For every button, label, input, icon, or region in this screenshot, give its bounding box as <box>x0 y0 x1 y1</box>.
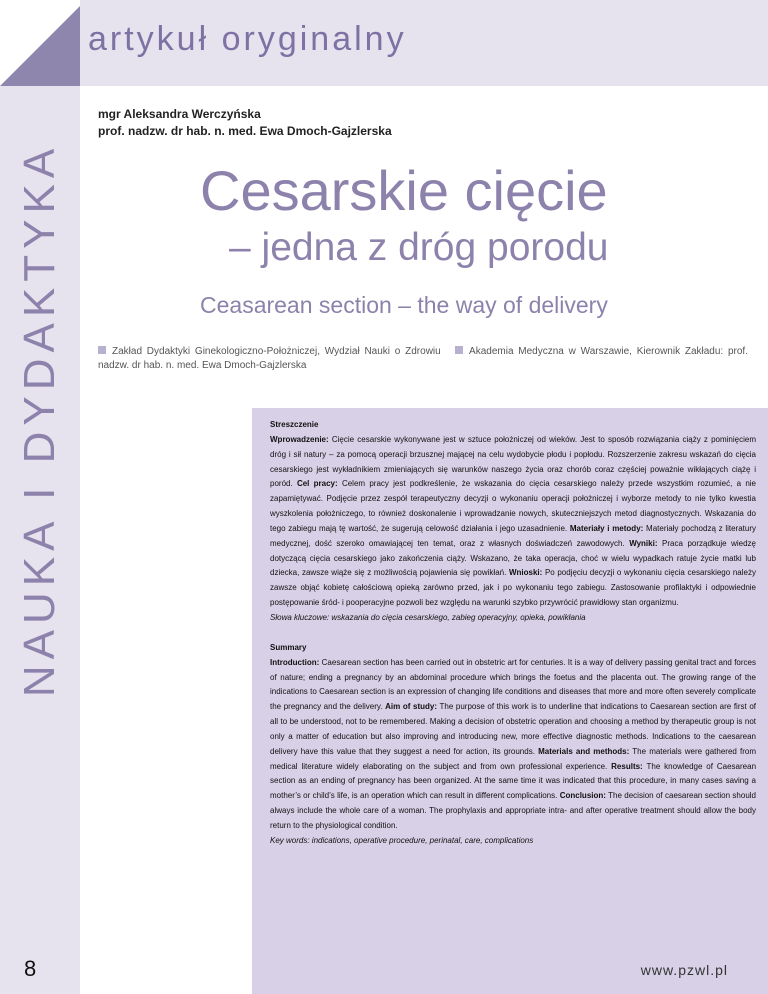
corner-triangle <box>0 0 86 86</box>
article-title: Cesarskie cięcie <box>200 159 608 222</box>
vertical-section-label: NAUKA I DYDAKTYKA <box>15 142 64 698</box>
label-results: Wyniki: <box>629 538 658 548</box>
abstract-pl-keywords: Słowa kluczowe: wskazania do cięcia cesarskiego, zabieg operacyjny, opieka, powikłania <box>270 612 586 622</box>
abstract-pl-body <box>270 433 756 611</box>
publisher-url: www.pzwl.pl <box>640 962 728 978</box>
abstract-en-heading: Summary <box>270 642 307 652</box>
bullet-square-icon <box>98 346 106 354</box>
abstract <box>270 418 756 849</box>
text-introduction: Caesarean section has been carried out in obstetric art for centuries. It is a way of delivery passing genital tract and forces of nature; ending a pregnancy by an abdominal procedure which brings the foetus and the placenta out. The growing range of the indications to Caesarean section is an expression of changing life conditions and diseases that more and more often severely complicate the pregnancy and the delivery. <box>270 657 756 712</box>
abstract-en-body <box>270 656 756 834</box>
text-conclusions: Po podjęciu decyzji o wykonaniu cięcia cesarskiego należy zawsze objąć kobietę całościową opieką zarówno przed, jak i po wykonaniu tego zabiegu. Zastosowanie profilaktyki i odpowiednie postępowanie śród- i pooperacyjne pozwoli bez względu na warunki szybko przywrócić prawidłowy stan organizmu. <box>270 568 756 608</box>
text-aim-of-study: The purpose of this work is to underline that indications to Caesarean section are first of all to be understood, not to be remembered. Making a decision of obstetric operation and choosing a method by therapeutic group is not only a matter of education but also improving and introducing new, more effective diagnostic methods. Indications to the caesarean delivery have this value that they suggest a need for action, its grounds. <box>270 702 756 756</box>
text-aim: Celem pracy jest podkreślenie, że wskazania do cięcia cesarskiego należy przede wszystkim rozumieć, a nie zapamiętywać. Podjęcie przez zespół terapeutyczny decyzji o wykonaniu operacji położniczej i wyborze metody to nie tylko kwestia wyszkolenia położniczego, to również doskonalenie i wprowadzanie nowych, skuteczniejszych metod diagnostycznych. Wskazania do tego zabiegu mają tę wartość, że sugerują celowość działania i jego uzasadnienie. <box>270 479 756 533</box>
author-1: mgr Aleksandra Werczyńska <box>98 107 261 121</box>
section-label: artykuł oryginalny <box>88 20 407 58</box>
label-introduction: Introduction: <box>270 657 320 667</box>
text-results: Praca porządkuje wiedzę dotyczącą cięcia cesarskiego jako zakończenia ciąży. Wskazano, że taka operacja, choć w wielu wypadkach ratuje życie matki lub dziecka, zawsze wiąże się z możliwością pojawienia się powikłań. <box>270 538 757 578</box>
header-band <box>80 0 768 86</box>
page-number: 8 <box>24 956 37 981</box>
affiliation <box>98 345 748 373</box>
abstract-pl-heading: Streszczenie <box>270 420 319 429</box>
article-title-en: Ceasarean section – the way of delivery <box>200 292 608 318</box>
label-intro: Wprowadzenie: <box>270 434 329 444</box>
article-subtitle: – jedna z dróg porodu <box>229 226 609 269</box>
affiliation-part-2: Akademia Medyczna w Warszawie, Kierownik Zakładu: prof. nadzw. dr hab. n. med. Ewa Dmoch-Gajzlerska <box>98 346 748 371</box>
label-results-en: Results: <box>611 761 643 771</box>
label-materials-methods: Materials and methods: <box>538 746 630 756</box>
abstract-spacer <box>270 626 756 641</box>
text-materials-methods: The materials were gathered from medical literature widely elaborating on the subject and from own professional experience. <box>270 746 756 771</box>
text-methods: Materiały pochodzą z literatury medycznej, dość szeroko omawiającej ten temat, oraz z własnych doświadczeń zawodowych. <box>270 523 756 548</box>
text-conclusion: The decision of caesarean section should always include the whole care of a woman. The prophylaxis and appropriate intra- and after operative treatment should allow the body return to the physiological condition. <box>270 791 756 830</box>
sidebar-band <box>0 0 80 994</box>
label-conclusions: Wnioski: <box>508 568 543 578</box>
label-conclusion: Conclusion: <box>559 791 606 801</box>
label-aim: Cel pracy: <box>296 479 338 489</box>
abstract-en-keywords: Key words: indications, operative procedure, perinatal, care, complications <box>270 835 534 845</box>
bullet-square-icon <box>455 346 463 354</box>
label-aim-of-study: Aim of study: <box>385 702 438 712</box>
label-methods: Materiały i metody: <box>569 523 644 533</box>
text-results-en: The knowledge of Caesarean section as an ending of pregnancy has been organized. At the same time it was indicated that this procedure, in many cases saving a mother’s or child’s life, is an operation which can result in different complications. <box>270 761 757 801</box>
author-2: prof. nadzw. dr hab. n. med. Ewa Dmoch-Gajzlerska <box>98 124 392 138</box>
affiliation-part-1: Zakład Dydaktyki Ginekologiczno-Położniczej, Wydział Nauki o Zdrowiu <box>112 346 441 357</box>
authors <box>98 106 392 140</box>
text-intro: Cięcie cesarskie wykonywane jest w sztuce położniczej od wieków. Jest to sposób rozwiązania ciąży z pominięciem dróg i sił natury – za pomocą operacji brzusznej mającej na celu wydobycie płodu i popłodu. Rozszerzenie zakresu wskazań do cięcia cesarskiego jest wykładnikiem zmieniających się warunków naszego życia oraz chorób coraz częściej poważnie wikłających ciążę i poród. <box>270 434 756 489</box>
